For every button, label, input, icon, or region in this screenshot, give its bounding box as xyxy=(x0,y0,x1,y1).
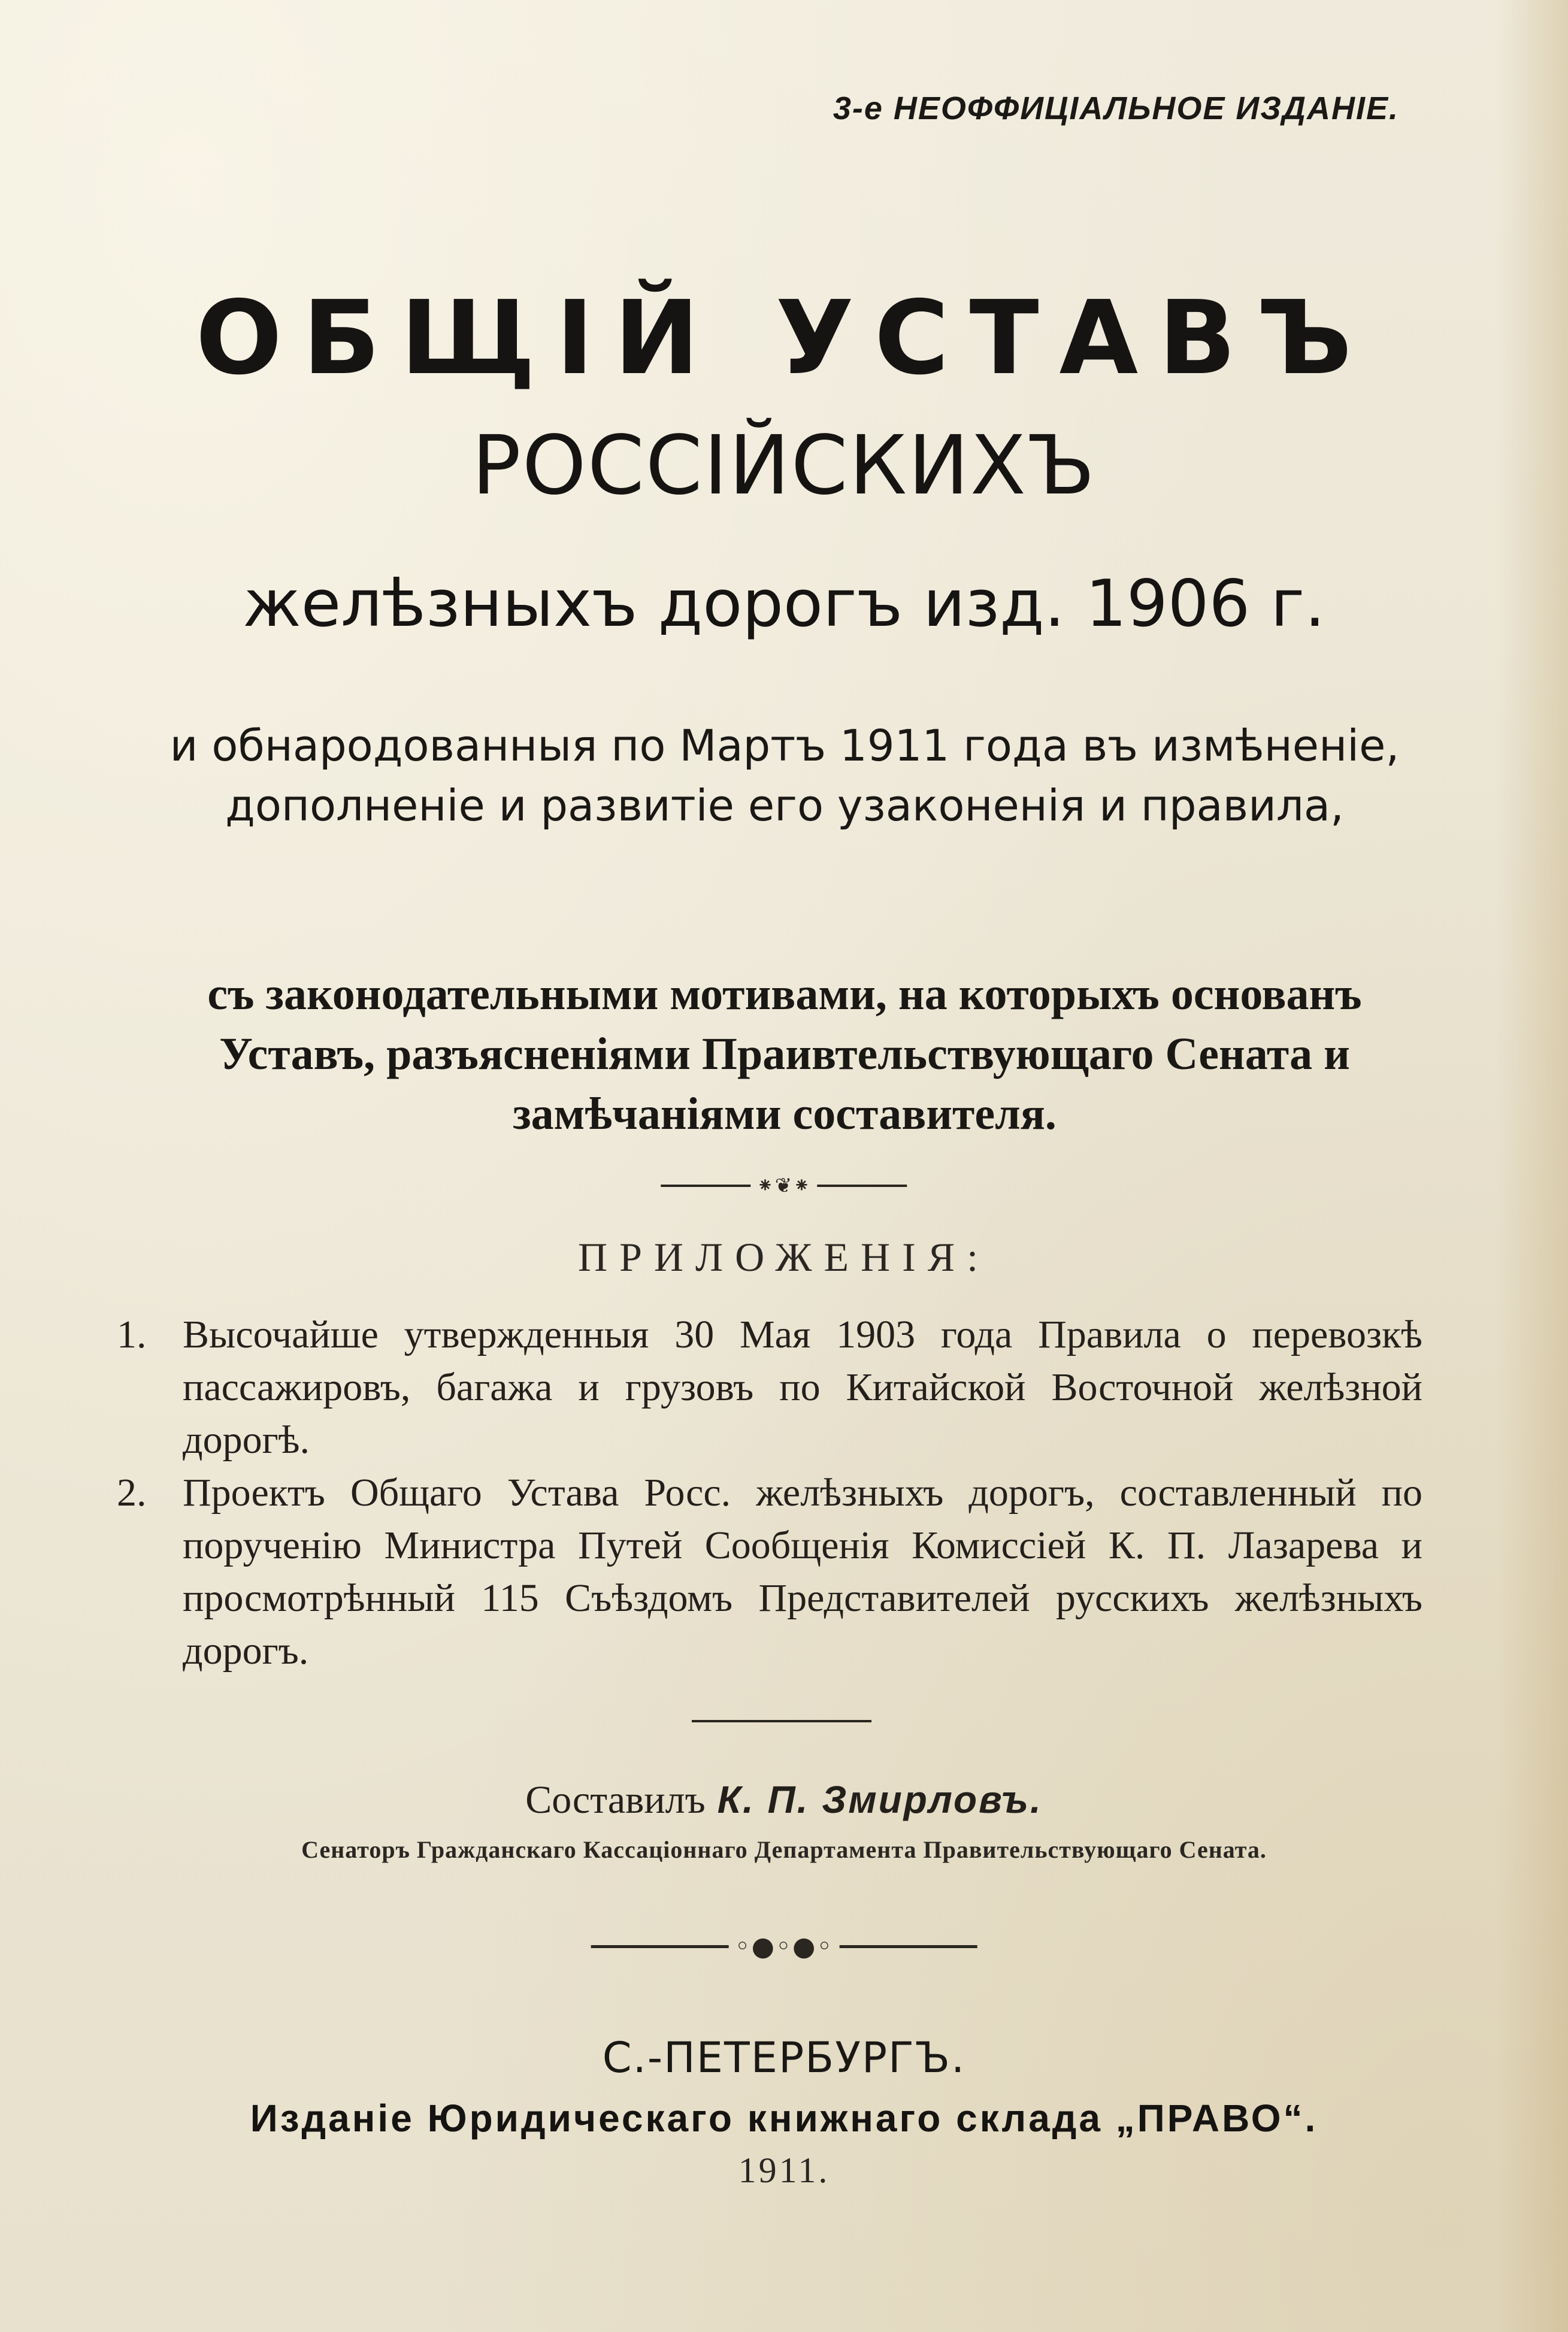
compiler-position: Сенаторъ Гражданскаго Кассаціоннаго Департамента Правительствующаго Сената. xyxy=(301,1836,1267,1863)
list-item-text: Проектъ Общаго Устава Росс. желѣзныхъ дорогъ, составленный по порученію Министра Путей Сообщенія Комиссіей К. П. Лазарева и просмотрѣнный 115 Съѣздомъ Представителей русскихъ желѣзныхъ дорогъ. xyxy=(183,1471,1422,1673)
list-item-text: Высочайше утвержденныя 30 Мая 1903 года Правила о перевозкѣ пассажировъ, багажа и грузовъ по Китайской Восточной желѣзной дорогѣ. xyxy=(183,1313,1422,1462)
appendix-heading: ПРИЛОЖЕНІЯ: xyxy=(577,1234,991,1280)
ornament-beads-icon: ◦●◦●◦ xyxy=(734,1931,834,1962)
appendix-list xyxy=(117,1309,1422,1677)
subtitle-amendments: и обнародованныя по Мартъ 1911 года въ измѣненіе, дополненіе и развитіе его узаконенія и правила, xyxy=(169,720,1400,831)
ornament-divider-bottom xyxy=(591,1931,977,1962)
ornament-line-right xyxy=(818,1185,907,1187)
title-line-1: ОБЩІЙ УСТАВЪ xyxy=(195,279,1373,398)
ornament-line-right xyxy=(839,1945,977,1948)
ornament-line-left xyxy=(661,1185,750,1187)
ornament-divider-top xyxy=(661,1174,907,1198)
subtitle-motives: съ законодательными мотивами, на которыхъ основанъ Уставъ, разъясненіями Праивтельствующаго Сената и замѣчаніями составителя. xyxy=(207,969,1362,1139)
title-line-2: РОССІЙСКИХЪ xyxy=(471,419,1097,513)
imprint-publisher: Изданіе Юридическаго книжнаго склада „ПРАВО“. xyxy=(250,2097,1318,2140)
list-item-number: 1. xyxy=(117,1313,147,1356)
list-item xyxy=(117,1309,1422,1467)
compiler-name: К. П. Змирловъ. xyxy=(717,1778,1043,1821)
title-line-3: желѣзныхъ дорогъ изд. 1906 г. xyxy=(243,567,1325,641)
compiler-line xyxy=(0,1777,1568,1823)
imprint-city: С.-ПЕТЕРБУРГЪ. xyxy=(602,2033,966,2082)
list-item xyxy=(117,1467,1422,1677)
ornament-line-left xyxy=(591,1945,729,1948)
imprint-year: 1911. xyxy=(738,2151,830,2190)
list-item-number: 2. xyxy=(117,1471,147,1515)
compiler-label: Составилъ xyxy=(525,1778,706,1822)
edition-label: 3-е НЕОФФИЦІАЛЬНОЕ ИЗДАНІЕ. xyxy=(833,90,1399,126)
divider-rule xyxy=(692,1720,871,1722)
ornament-flourish-icon: ⁕❦⁕ xyxy=(756,1174,812,1198)
